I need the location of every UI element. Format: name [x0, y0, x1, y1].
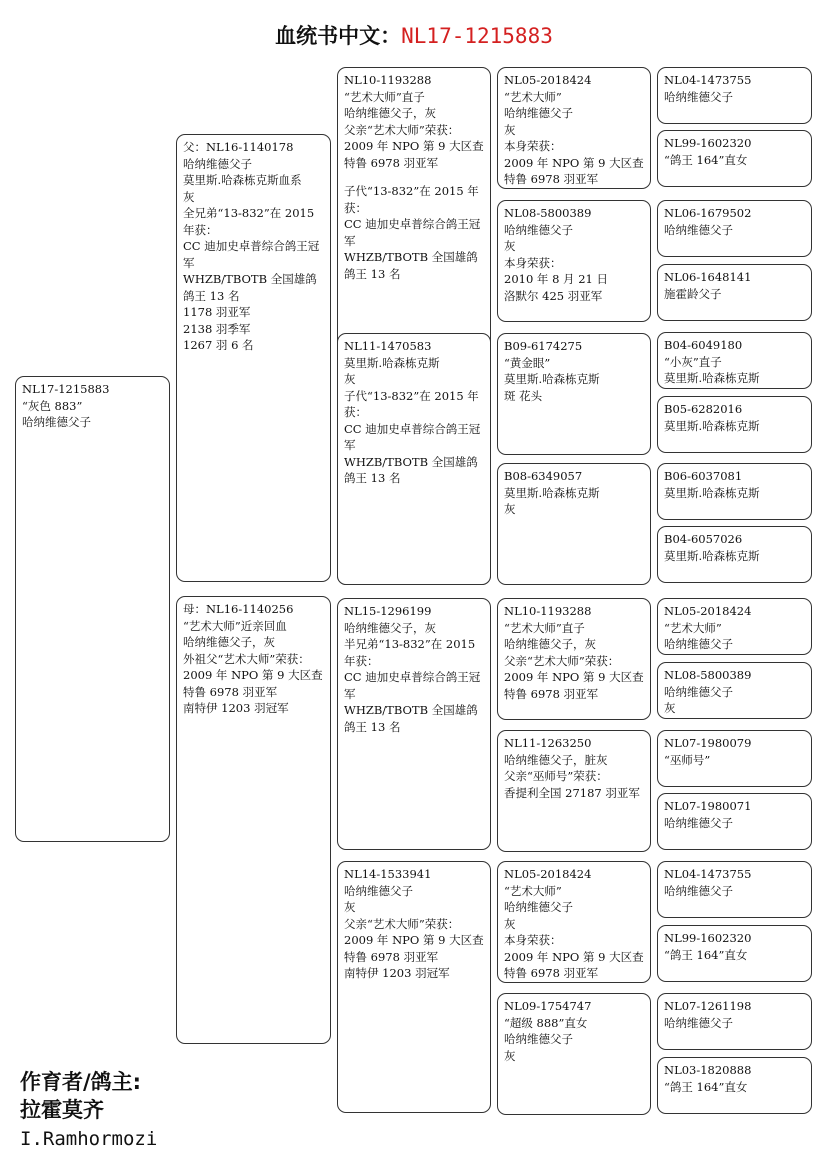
- pigeon-card-gen5-14: [657, 925, 812, 982]
- pigeon-card-gen5-4: [657, 264, 812, 321]
- pigeon-info-line: 2009 年 NPO 第 9 大区查特鲁 6978 羽亚军: [344, 933, 484, 964]
- ring-number: NL05-2018424: [504, 867, 592, 881]
- pigeon-info-line: 哈纳维德父子: [344, 883, 413, 898]
- pigeon-info-line: 哈纳维德父子: [22, 415, 91, 429]
- ring-number: NL10-1193288: [504, 604, 592, 618]
- pigeon-info-line: 莫里斯.哈森栋克斯: [504, 485, 600, 500]
- pigeon-info-line: 2009 年 NPO 第 9 大区查特鲁 6978 羽亚军: [504, 155, 644, 186]
- pigeon-info-line: 洛默尔 425 羽亚军: [504, 288, 603, 303]
- pigeon-card-subject: [15, 376, 170, 842]
- pigeon-info-line: 哈纳维德父子，灰: [344, 106, 436, 120]
- pigeon-info-line: 莫里斯.哈森栋克斯: [664, 418, 760, 433]
- pigeon-info-line: “鸽王 164”直女: [664, 152, 748, 167]
- pigeon-card-gen5-15: [657, 993, 812, 1050]
- pigeon-card-dam-sire: [337, 598, 491, 850]
- ring-number: NL04-1473755: [664, 867, 752, 881]
- pigeon-info-line: 斑 花头: [504, 388, 543, 403]
- pigeon-info-line: 哈纳维德父子: [504, 222, 573, 237]
- breeder-name-cn: 拉霍莫齐: [20, 1098, 104, 1122]
- pigeon-info-line: 哈纳维德父子，灰: [183, 635, 275, 649]
- pigeon-info-line: 2010 年 8 月 21 日: [504, 272, 608, 286]
- pigeon-info-line: 灰: [504, 916, 516, 931]
- pigeon-info-line: 哈纳维德父子: [664, 1015, 733, 1030]
- pigeon-info-line: 1178 羽亚军: [183, 305, 251, 319]
- pigeon-info-line: WHZB/TBOTB 全国雄鸽鸽王 13 名: [183, 272, 317, 303]
- pigeon-info-line: 本身荣获：: [504, 255, 562, 270]
- pigeon-card-gen5-5: [657, 332, 812, 389]
- ring-number: NL17-1215883: [22, 382, 110, 396]
- pigeon-card-gen5-11: [657, 730, 812, 787]
- pigeon-info-line: 哈纳维德父子，灰: [344, 620, 436, 635]
- pigeon-info-line: 香提利全国 27187 羽亚军: [504, 785, 640, 800]
- ring-number: NL05-2018424: [664, 604, 752, 618]
- ring-number: NL09-1754747: [504, 999, 592, 1013]
- pigeon-info-line: 哈纳维德父子: [183, 156, 252, 171]
- pigeon-info-line: 灰: [504, 1048, 516, 1063]
- pigeon-info-line: 1267 羽 6 名: [183, 338, 254, 352]
- ring-number: B04-6057026: [664, 532, 743, 546]
- pigeon-info-line: 2009 年 NPO 第 9 大区查特鲁 6978 羽亚军: [183, 668, 323, 699]
- pigeon-info-line: 哈纳维德父子: [664, 222, 733, 237]
- pigeon-info-line: WHZB/TBOTB 全国雄鸽鸽王 13 名: [344, 454, 478, 485]
- pigeon-info-line: 父亲“巫师号”荣获：: [504, 769, 608, 783]
- pigeon-card-gen5-7: [657, 463, 812, 520]
- title-pedigree-id: NL17-1215883: [401, 24, 553, 48]
- pigeon-info-line: 哈纳维德父子: [664, 883, 733, 898]
- pigeon-info-line: 全兄弟“13-832”在 2015 年获：: [183, 206, 318, 237]
- pigeon-card-gen4-6: [497, 730, 651, 852]
- pigeon-card-gen5-10: [657, 662, 812, 719]
- ring-number: NL14-1533941: [344, 867, 432, 881]
- pigeon-info-line: 父亲“艺术大师”荣获：: [344, 122, 460, 137]
- ring-number: NL08-5800389: [664, 668, 752, 682]
- ring-number: 父：NL16-1140178: [183, 140, 294, 154]
- breeder-info: [20, 1068, 157, 1154]
- pigeon-info-line: 半兄弟“13-832”在 2015 年获：: [344, 637, 479, 668]
- pigeon-info-line: 外祖父“艺术大师”荣获：: [183, 651, 310, 666]
- pigeon-card-gen5-1: [657, 67, 812, 124]
- pigeon-card-dam: [176, 596, 331, 1044]
- pigeon-info-line: 南特伊 1203 羽冠军: [344, 966, 450, 980]
- pigeon-info-line: 灰: [344, 900, 356, 914]
- ring-number: NL08-5800389: [504, 206, 592, 220]
- ring-number: NL10-1193288: [344, 73, 432, 87]
- pigeon-info-line: CC 迪加史卓普综合鸽王冠军: [344, 670, 481, 701]
- pigeon-info-line: 灰: [504, 239, 516, 253]
- pigeon-info-line: 灰: [504, 122, 516, 137]
- pigeon-card-gen5-13: [657, 861, 812, 918]
- pigeon-info-line: 莫里斯.哈森栋克斯血系: [183, 173, 302, 187]
- title-label: 血统书中文：: [275, 24, 402, 48]
- pigeon-card-sire: [176, 134, 331, 582]
- pigeon-info-line: 莫里斯.哈森栋克斯: [344, 355, 440, 370]
- pigeon-card-gen4-7: [497, 861, 651, 983]
- ring-number: NL99-1602320: [664, 931, 752, 945]
- ring-number: NL05-2018424: [504, 73, 592, 87]
- ring-number: B09-6174275: [504, 339, 583, 353]
- pigeon-info-line: 哈纳维德父子: [664, 815, 733, 830]
- pigeon-card-gen5-16: [657, 1057, 812, 1114]
- ring-number: NL06-1679502: [664, 206, 752, 220]
- pigeon-info-line: “灰色 883”: [22, 398, 83, 413]
- page-title: [0, 20, 828, 50]
- pigeon-info-line: 莫里斯.哈森栋克斯: [664, 548, 760, 563]
- ring-number: NL06-1648141: [664, 270, 752, 284]
- pigeon-info-line: 哈纳维德父子: [504, 900, 573, 914]
- pigeon-card-gen4-4: [497, 463, 651, 585]
- pigeon-card-gen5-8: [657, 526, 812, 583]
- pigeon-info-line: 莫里斯.哈森栋克斯: [504, 372, 600, 386]
- pigeon-info-line: [344, 171, 484, 183]
- pigeon-info-line: 本身荣获：: [504, 933, 562, 947]
- ring-number: NL07-1261198: [664, 999, 752, 1013]
- pigeon-info-line: 2009 年 NPO 第 9 大区查特鲁 6978 羽亚军: [504, 670, 644, 701]
- ring-number: NL11-1263250: [504, 736, 592, 750]
- pigeon-info-line: 南特伊 1203 羽冠军: [183, 701, 289, 715]
- pigeon-info-line: “鸽王 164”直女: [664, 947, 748, 962]
- pigeon-info-line: 哈纳维德父子，脏灰: [504, 752, 608, 767]
- ring-number: NL07-1980071: [664, 799, 752, 813]
- pigeon-info-line: “艺术大师”: [504, 89, 562, 104]
- ring-number: NL11-1470583: [344, 339, 432, 353]
- ring-number: B04-6049180: [664, 338, 743, 352]
- pigeon-card-gen4-5: [497, 598, 651, 720]
- pigeon-card-gen4-3: [497, 333, 651, 455]
- pigeon-info-line: 子代“13-832”在 2015 年获：: [344, 388, 479, 419]
- pigeon-info-line: 哈纳维德父子: [504, 1032, 573, 1046]
- pigeon-info-line: 哈纳维德父子: [664, 637, 733, 651]
- pigeon-card-gen5-12: [657, 793, 812, 850]
- pigeon-card-gen4-8: [497, 993, 651, 1115]
- ring-number: 母：NL16-1140256: [183, 602, 294, 616]
- pigeon-info-line: 父亲“艺术大师”荣获：: [344, 916, 460, 931]
- ring-number: B08-6349057: [504, 469, 583, 483]
- pigeon-card-gen4-2: [497, 200, 651, 322]
- pigeon-info-line: CC 迪加史卓普综合鸽王冠军: [183, 239, 320, 270]
- pigeon-card-gen5-3: [657, 200, 812, 257]
- pigeon-info-line: “巫师号”: [664, 752, 711, 767]
- pigeon-info-line: WHZB/TBOTB 全国雄鸽鸽王 13 名: [344, 250, 478, 281]
- pigeon-info-line: “艺术大师”: [504, 883, 562, 898]
- ring-number: NL99-1602320: [664, 136, 752, 150]
- pigeon-info-line: “艺术大师”: [664, 620, 722, 635]
- pigeon-info-line: 本身荣获：: [504, 139, 562, 153]
- pigeon-info-line: CC 迪加史卓普综合鸽王冠军: [344, 217, 481, 248]
- ring-number: NL07-1980079: [664, 736, 752, 750]
- breeder-label: 作育者/鸽主:: [20, 1070, 142, 1094]
- pigeon-info-line: 施霍龄父子: [664, 286, 722, 301]
- ring-number: B06-6037081: [664, 469, 743, 483]
- pigeon-info-line: 2009 年 NPO 第 9 大区查特鲁 6978 羽亚军: [344, 139, 484, 170]
- pigeon-card-gen5-6: [657, 396, 812, 453]
- pigeon-info-line: 2009 年 NPO 第 9 大区查特鲁 6978 羽亚军: [504, 949, 644, 980]
- pigeon-info-line: “鸽王 164”直女: [664, 1079, 748, 1094]
- pigeon-card-dam-dam: [337, 861, 491, 1113]
- ring-number: B05-6282016: [664, 402, 743, 416]
- pigeon-info-line: 哈纳维德父子: [664, 684, 733, 699]
- pigeon-card-sire-dam: [337, 333, 491, 585]
- pigeon-info-line: “艺术大师”直子: [344, 89, 425, 104]
- pigeon-info-line: 莫里斯.哈森栋克斯: [664, 371, 760, 385]
- pigeon-info-line: 哈纳维德父子: [664, 89, 733, 104]
- pigeon-info-line: 哈纳维德父子: [504, 106, 573, 120]
- pigeon-info-line: “艺术大师”直子: [504, 620, 585, 635]
- pigeon-card-gen4-1: [497, 67, 651, 189]
- pigeon-card-gen5-9: [657, 598, 812, 655]
- breeder-name-en: I.Ramhormozi: [20, 1128, 158, 1150]
- pigeon-info-line: CC 迪加史卓普综合鸽王冠军: [344, 421, 481, 452]
- pigeon-info-line: “黄金眼”: [504, 355, 551, 370]
- pigeon-info-line: “艺术大师”近亲回血: [183, 618, 287, 633]
- pigeon-info-line: 哈纳维德父子，灰: [504, 637, 596, 651]
- pigeon-info-line: 灰: [504, 502, 516, 516]
- pigeon-info-line: “小灰”直子: [664, 354, 722, 369]
- pigeon-info-line: 2138 羽季军: [183, 321, 251, 336]
- pigeon-card-gen5-2: [657, 130, 812, 187]
- pigeon-info-line: “超级 888”直女: [504, 1015, 588, 1030]
- pigeon-info-line: 灰: [183, 189, 195, 204]
- ring-number: NL15-1296199: [344, 604, 432, 618]
- pigeon-info-line: 灰: [344, 372, 356, 386]
- pigeon-info-line: 灰: [664, 701, 676, 715]
- pigeon-info-line: 父亲“艺术大师”荣获：: [504, 653, 620, 668]
- pigeon-info-line: WHZB/TBOTB 全国雄鸽鸽王 13 名: [344, 703, 478, 734]
- pigeon-info-line: 莫里斯.哈森栋克斯: [664, 485, 760, 500]
- ring-number: NL03-1820888: [664, 1063, 752, 1077]
- pigeon-info-line: 子代“13-832”在 2015 年获：: [344, 184, 479, 215]
- ring-number: NL04-1473755: [664, 73, 752, 87]
